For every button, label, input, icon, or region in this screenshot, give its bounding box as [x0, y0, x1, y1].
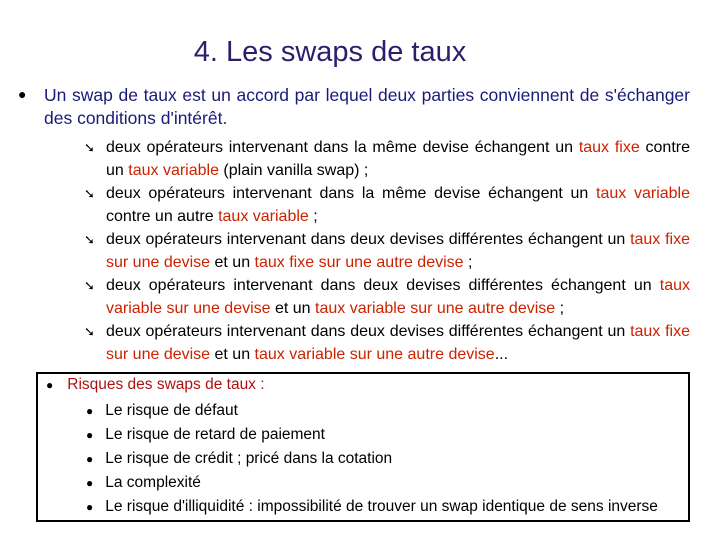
risk-item: ● La complexité	[86, 474, 201, 491]
bullet-dot-icon: ●	[46, 378, 54, 392]
risk-item: ● Le risque de crédit ; pricé dans la cotation	[86, 450, 393, 467]
swap-types-list	[84, 136, 690, 366]
risks-list	[86, 399, 658, 519]
risks-box	[36, 372, 690, 522]
bullet-dot-icon: ●	[86, 404, 94, 418]
arrow-bullet-icon: ➘	[84, 140, 95, 155]
bullet-dot-icon: ●	[86, 428, 94, 442]
arrow-bullet-icon: ➘	[84, 324, 95, 339]
bullet-dot-icon: ●	[86, 452, 94, 466]
swap-type-item: ➘ deux opérateurs intervenant dans la même devise échangent un taux fixe contre un taux variable (plain vanilla swap) ;	[84, 136, 690, 182]
risk-item: ● Le risque de retard de paiement	[86, 426, 325, 443]
bullet-dot-icon: ●	[18, 86, 27, 102]
arrow-bullet-icon: ➘	[84, 186, 95, 201]
risks-heading: ● Risques des swaps de taux :	[46, 376, 265, 393]
intro-paragraph	[18, 84, 690, 130]
swap-type-item: ➘ deux opérateurs intervenant dans deux devises différentes échangent un taux variable sur une devise et un taux variable sur une autre devise ;	[84, 274, 690, 320]
swap-type-item: ➘ deux opérateurs intervenant dans la même devise échangent un taux variable contre un autre taux variable ;	[84, 182, 690, 228]
arrow-bullet-icon: ➘	[84, 232, 95, 247]
bullet-dot-icon: ●	[86, 476, 94, 490]
slide-title: 4. Les swaps de taux	[193, 36, 467, 68]
swap-type-item: ➘ deux opérateurs intervenant dans deux devises différentes échangent un taux fixe sur une devise et un taux fixe sur une autre devise ;	[84, 228, 690, 274]
intro-text: Un swap de taux est un accord par lequel deux parties conviennent de s'échanger des conditions d'intérêt.	[44, 85, 690, 128]
risk-item: ● Le risque d'illiquidité : impossibilité de trouver un swap identique de sens inverse	[86, 498, 658, 515]
swap-type-item: ➘ deux opérateurs intervenant dans deux devises différentes échangent un taux fixe sur une devise et un taux variable sur une autre devise...	[84, 320, 690, 366]
arrow-bullet-icon: ➘	[84, 278, 95, 293]
risk-item: ● Le risque de défaut	[86, 402, 238, 419]
bullet-dot-icon: ●	[86, 500, 94, 514]
